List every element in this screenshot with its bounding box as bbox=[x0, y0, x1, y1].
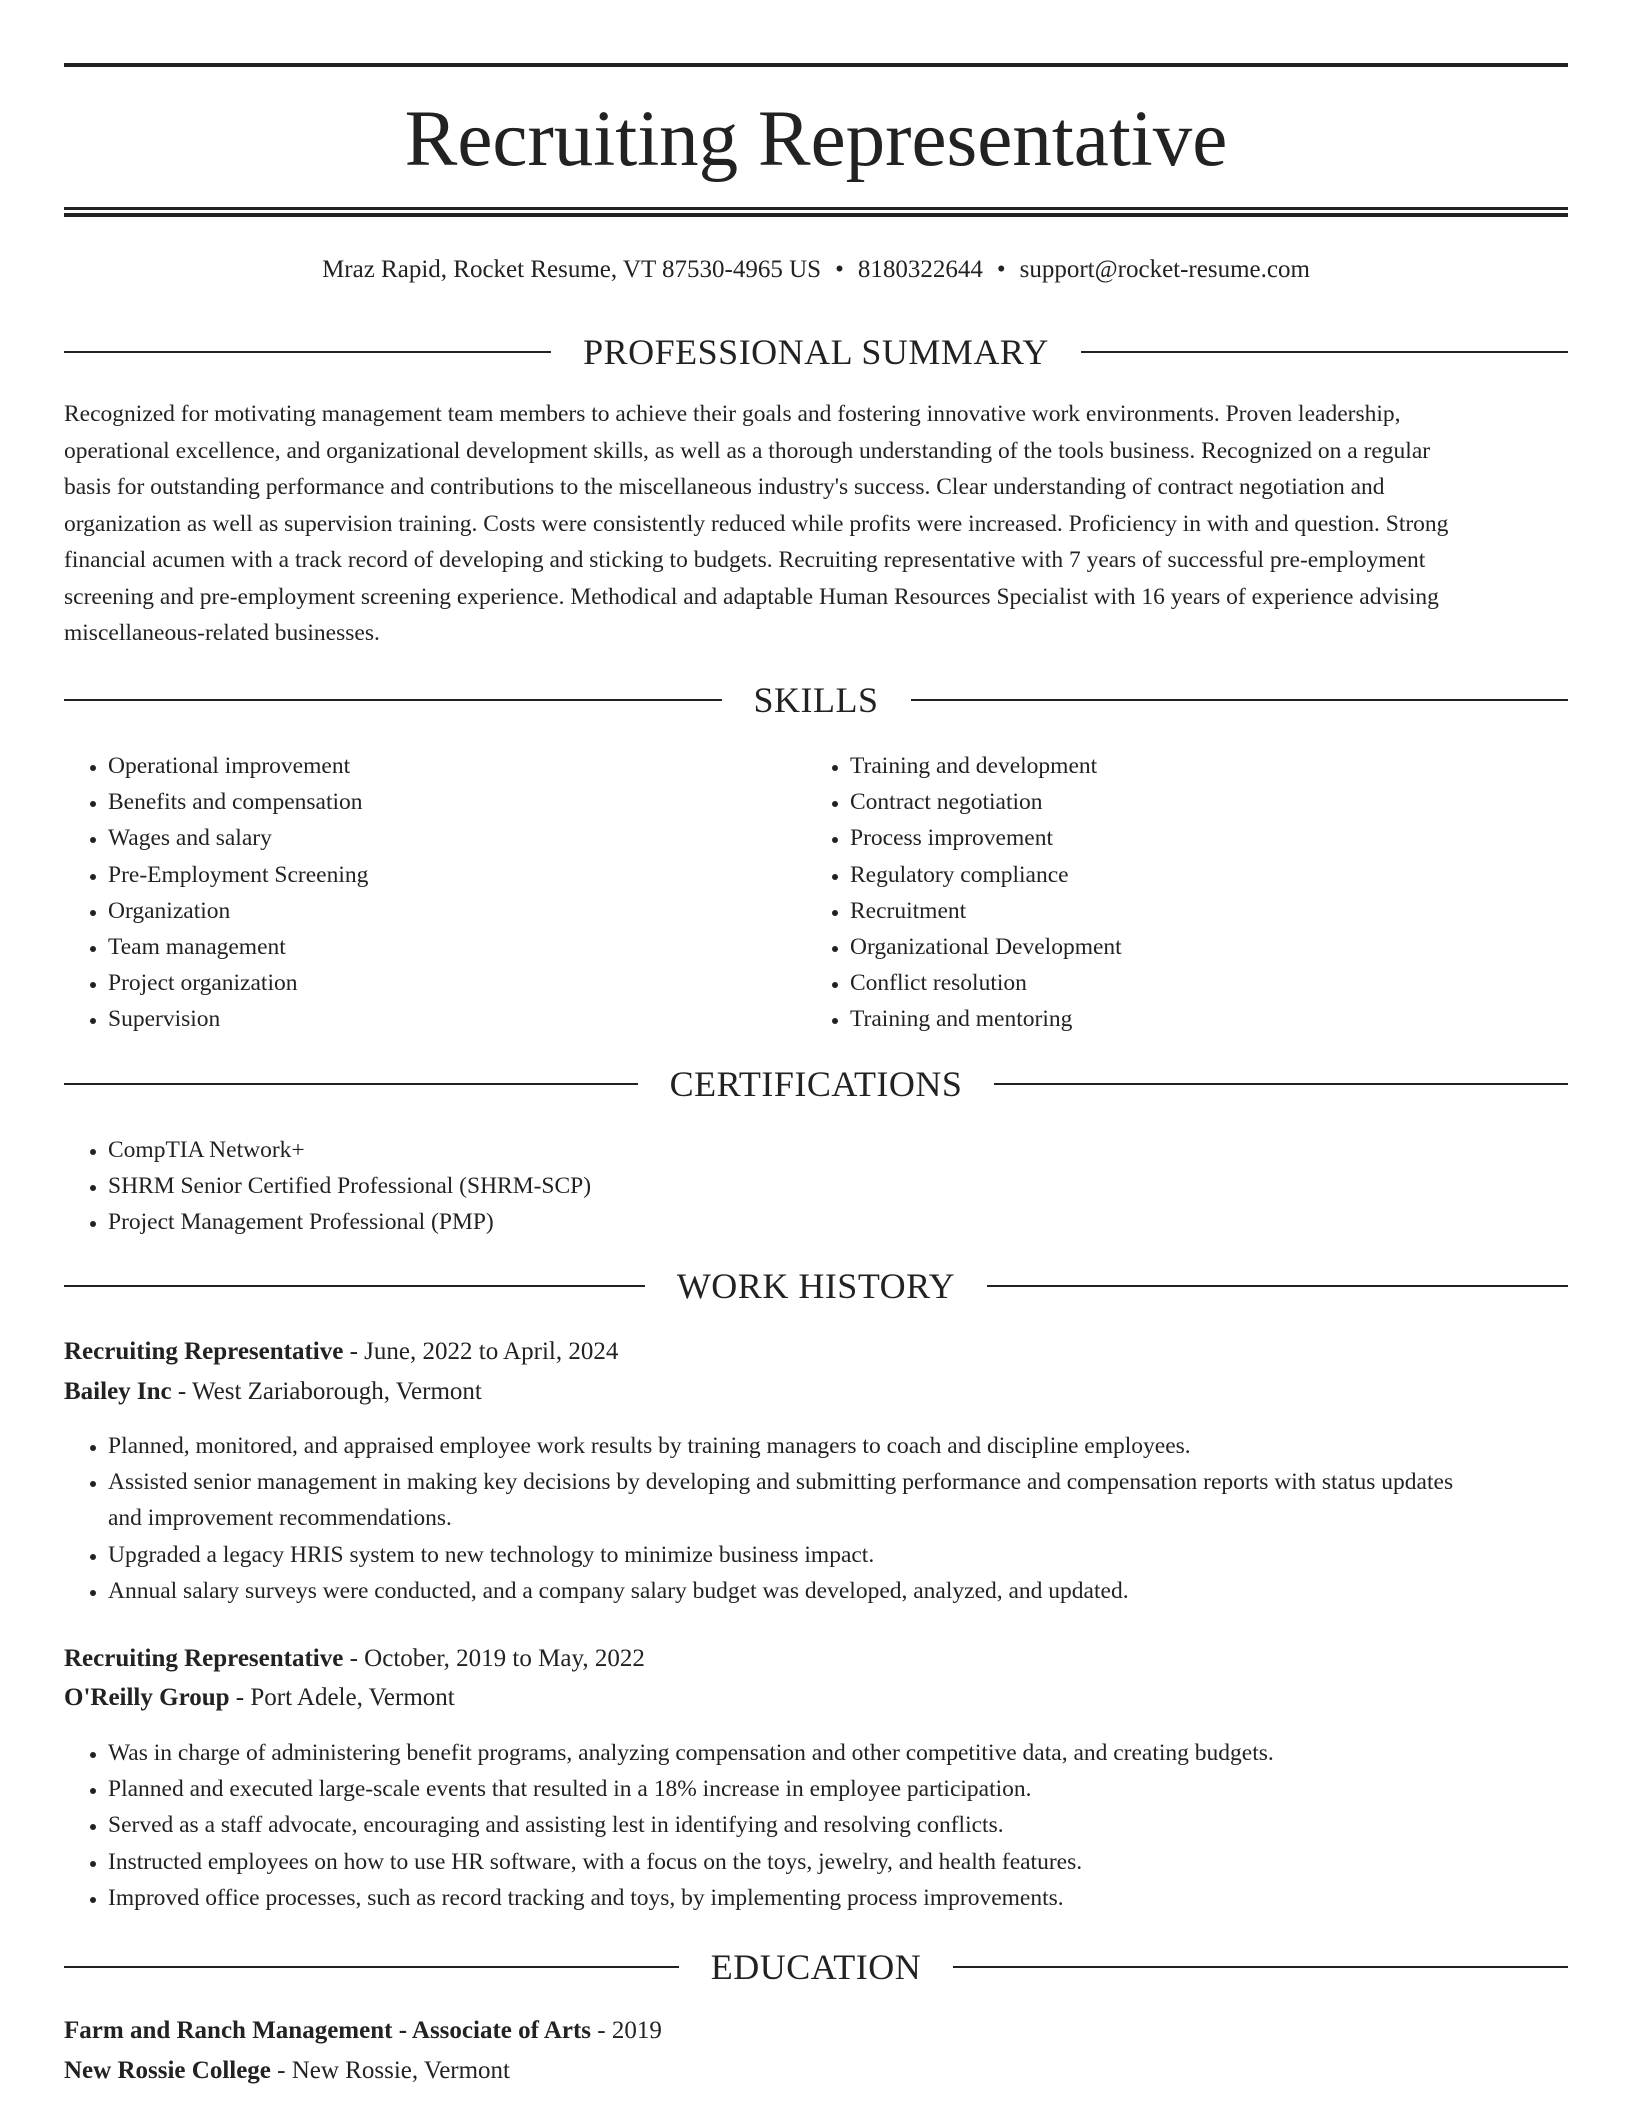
education-heading-label: EDUCATION bbox=[710, 1947, 922, 1987]
skill-item: • Benefits and compensation bbox=[108, 784, 808, 820]
contact-email[interactable]: support@rocket-resume.com bbox=[1019, 256, 1310, 283]
job-bullet bbox=[108, 1464, 1568, 1536]
skills-list-left bbox=[64, 748, 808, 1038]
job-location: - West Zariaborough, Vermont bbox=[171, 1378, 482, 1405]
heading-rule bbox=[987, 1285, 1568, 1287]
job-bullet: • Annual salary surveys were conducted, and a company salary budget was developed, analyzed, and updated. bbox=[108, 1573, 1568, 1609]
job-company: Bailey Inc bbox=[64, 1378, 172, 1405]
skill-item: • Training and development bbox=[850, 748, 1550, 784]
top-rule bbox=[64, 63, 1568, 67]
title-double-rule bbox=[64, 207, 1568, 217]
job-bullet: • Upgraded a legacy HRIS system to new technology to minimize business impact. bbox=[108, 1537, 1568, 1573]
job-bullet: • Served as a staff advocate, encouraging and assisting lest in identifying and resolving conflicts. bbox=[108, 1807, 1568, 1843]
heading-rule bbox=[64, 1285, 645, 1287]
resume-title: Recruiting Representative bbox=[404, 96, 1228, 183]
summary-line: financial acumen with a track record of developing and sticking to budgets. Recruiting representative with 7 years of successful pre-employment bbox=[64, 547, 1426, 573]
job-title: Recruiting Representative bbox=[64, 1645, 344, 1672]
summary-line: organization as well as supervision training. Costs were consistently reduced while profits were increased. Proficiency in with and question. Strong bbox=[64, 510, 1449, 537]
heading-rule bbox=[64, 1083, 638, 1085]
job-title-line bbox=[64, 1335, 618, 1369]
heading-rule bbox=[953, 1966, 1568, 1968]
contact-line bbox=[64, 253, 1568, 287]
job-dates: - October, 2019 to May, 2022 bbox=[343, 1645, 645, 1672]
summary-heading-label: PROFESSIONAL SUMMARY bbox=[583, 332, 1049, 372]
skills-heading bbox=[64, 678, 1568, 722]
contact-phone[interactable]: 8180322644 bbox=[857, 256, 983, 283]
certification-item: • CompTIA Network+ bbox=[108, 1132, 1568, 1168]
job-bullet: • Instructed employees on how to use HR software, with a focus on the toys, jewelry, and health features. bbox=[108, 1844, 1568, 1880]
skill-item: • Process improvement bbox=[850, 820, 1550, 856]
education-school-line bbox=[64, 2054, 510, 2088]
job-company-line bbox=[64, 1681, 455, 1715]
education-degree: Farm and Ranch Management - Associate of Arts bbox=[64, 2017, 592, 2044]
heading-rule bbox=[911, 699, 1569, 701]
job-bullet: • Planned and executed large-scale events that resulted in a 18% increase in employee participation. bbox=[108, 1771, 1568, 1807]
certifications-heading-label: CERTIFICATIONS bbox=[669, 1064, 963, 1104]
heading-rule bbox=[64, 351, 551, 353]
job-bullet: • Was in charge of administering benefit programs, analyzing compensation and other competitive data, and creating budgets. bbox=[108, 1735, 1568, 1771]
heading-rule bbox=[994, 1083, 1568, 1085]
job-company: O'Reilly Group bbox=[64, 1684, 230, 1711]
heading-rule bbox=[64, 699, 722, 701]
education-location: - New Rossie, Vermont bbox=[270, 2057, 511, 2084]
job-bullets bbox=[64, 1735, 1568, 1916]
skill-item: • Regulatory compliance bbox=[850, 857, 1550, 893]
education-year: - 2019 bbox=[591, 2017, 662, 2044]
certification-item: • SHRM Senior Certified Professional (SHRM-SCP) bbox=[108, 1168, 1568, 1204]
skills-list-right bbox=[806, 748, 1550, 1038]
work-history-heading bbox=[64, 1264, 1568, 1308]
education-heading bbox=[64, 1945, 1568, 1989]
summary-line: basis for outstanding performance and contributions to the miscellaneous industry's success. Clear understanding of contract negotiation and bbox=[64, 474, 1385, 500]
summary-heading bbox=[64, 330, 1568, 374]
skill-item: • Project organization bbox=[108, 965, 808, 1001]
summary-line: screening and pre-employment screening experience. Methodical and adaptable Human Resources Specialist with 16 years of experience advising bbox=[64, 583, 1439, 610]
skill-item: • Pre-Employment Screening bbox=[108, 857, 808, 893]
certifications-heading bbox=[64, 1062, 1568, 1106]
skill-item: • Team management bbox=[108, 929, 808, 965]
summary-line: miscellaneous-related businesses. bbox=[64, 620, 380, 646]
skill-item: • Supervision bbox=[108, 1001, 808, 1037]
skill-item: • Training and mentoring bbox=[850, 1001, 1550, 1037]
job-title: Recruiting Representative bbox=[64, 1338, 344, 1365]
job-bullet-line: Assisted senior management in making key decisions by developing and submitting performance and compensation reports with status updates bbox=[108, 1469, 1454, 1496]
contact-separator: • bbox=[835, 256, 844, 283]
summary-line: operational excellence, and organizational development skills, as well as a thorough understanding of the tools business. Recognized on a regular bbox=[64, 437, 1431, 464]
job-title-line bbox=[64, 1642, 645, 1676]
job-bullets bbox=[64, 1428, 1568, 1609]
heading-rule bbox=[1081, 351, 1568, 353]
certifications-list bbox=[64, 1132, 1568, 1241]
work-history-heading-label: WORK HISTORY bbox=[676, 1266, 956, 1306]
contact-address: Mraz Rapid, Rocket Resume, VT 87530-4965 US bbox=[322, 256, 822, 283]
certification-item: • Project Management Professional (PMP) bbox=[108, 1204, 1568, 1240]
skill-item: • Organization bbox=[108, 893, 808, 929]
job-company-line bbox=[64, 1375, 482, 1409]
skill-item: • Recruitment bbox=[850, 893, 1550, 929]
education-school: New Rossie College bbox=[64, 2057, 271, 2084]
skill-item: • Organizational Development bbox=[850, 929, 1550, 965]
skills-heading-label: SKILLS bbox=[753, 680, 879, 720]
skill-item: • Conflict resolution bbox=[850, 965, 1550, 1001]
job-bullet: • Planned, monitored, and appraised employee work results by training managers to coach and discipline employees. bbox=[108, 1428, 1568, 1464]
heading-rule bbox=[64, 1966, 679, 1968]
contact-separator: • bbox=[996, 256, 1006, 283]
job-bullet-line: and improvement recommendations. bbox=[108, 1505, 452, 1532]
education-degree-line bbox=[64, 2014, 662, 2048]
skill-item: • Contract negotiation bbox=[850, 784, 1550, 820]
skill-item: • Wages and salary bbox=[108, 820, 808, 856]
job-location: - Port Adele, Vermont bbox=[229, 1684, 455, 1711]
skill-item: • Operational improvement bbox=[108, 748, 808, 784]
job-dates: - June, 2022 to April, 2024 bbox=[343, 1338, 619, 1365]
summary-paragraph bbox=[64, 396, 1568, 652]
summary-line: Recognized for motivating management team members to achieve their goals and fostering innovative work environments. Proven leadership, bbox=[64, 401, 1401, 427]
job-bullet: • Improved office processes, such as record tracking and toys, by implementing process improvements. bbox=[108, 1880, 1568, 1916]
